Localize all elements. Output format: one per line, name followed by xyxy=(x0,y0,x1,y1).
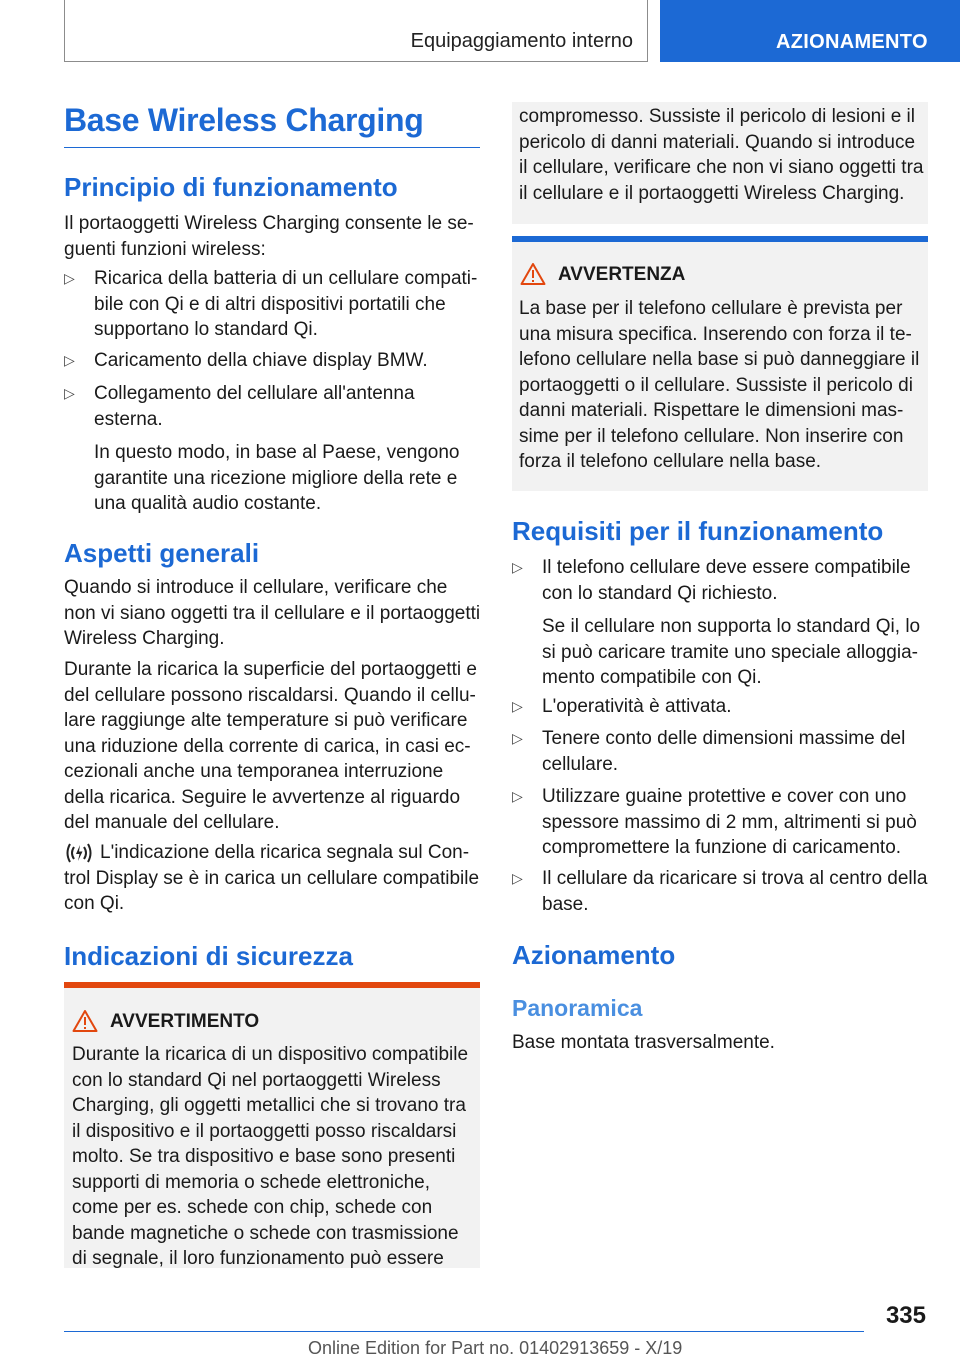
triangle-right-icon: ▷ xyxy=(512,559,523,575)
text-line: L'operatività è attivata. xyxy=(542,696,732,717)
list-item xyxy=(512,555,932,690)
triangle-right-icon: ▷ xyxy=(64,352,75,368)
text-line: L'indicazione della ricarica segnala sul Con- xyxy=(100,842,470,863)
text-line: supporti di memoria o schede elettroniche, xyxy=(72,1171,431,1193)
text-line: Se il cellulare non supporta lo standard Qi, lo xyxy=(542,616,921,637)
footer-edition: Online Edition for Part no. 01402913659 - X/19 xyxy=(308,1338,683,1358)
header-chapter-tab[interactable] xyxy=(660,0,960,62)
text-line: Collegamento del cellulare all'antenna xyxy=(94,383,415,404)
text-line: si può caricare tramite uno speciale alloggia- xyxy=(542,641,918,663)
notice-title: AVVERTENZA xyxy=(558,264,686,285)
notice-bar xyxy=(512,236,928,242)
warning-text-continued xyxy=(519,104,931,206)
text-line: una misura specifica. Inserendo con forza il te- xyxy=(519,323,912,345)
list-item xyxy=(512,784,932,864)
text-line: lefono cellulare nella base si può danneggiare il xyxy=(519,349,920,370)
warning-title: AVVERTIMENTO xyxy=(110,1011,260,1032)
text-line: In questo modo, in base al Paese, vengono xyxy=(94,442,460,463)
text-line: sime per il telefono cellulare. Non inserire con xyxy=(519,425,904,447)
text-line: Charging, gli oggetti metallici che si trovano tra xyxy=(72,1095,466,1116)
text-line: Tenere conto delle dimensioni massime del xyxy=(542,728,906,749)
aspetti-paragraph-3 xyxy=(64,840,484,917)
footer-divider xyxy=(64,1331,864,1332)
header-chapter-label: AZIONAMENTO xyxy=(776,31,928,53)
text-line: cezionali anche una temporanea interruzione xyxy=(64,761,444,782)
heading-aspetti: Aspetti generali xyxy=(64,538,260,568)
text-line: compromesso. Sussiste il pericolo di lesioni e il xyxy=(519,106,915,127)
text-line: non vi siano oggetti tra il cellulare e il portaoggetti xyxy=(64,602,481,624)
page-number: 335 xyxy=(885,1302,926,1329)
warning-bar xyxy=(64,982,480,988)
text-line: il dispositivo e il portaoggetti posso riscaldarsi xyxy=(72,1120,457,1142)
text-line: mento compatibile con Qi. xyxy=(542,667,762,688)
text-line: della ricarica. Seguire le avvertenze al riguardo xyxy=(64,786,461,808)
text-line: La base per il telefono cellulare è prevista per xyxy=(519,298,903,319)
list-item xyxy=(512,726,932,780)
list-item xyxy=(512,866,932,920)
heading-panoramica: Panoramica xyxy=(512,995,643,1021)
text-line: esterna. xyxy=(94,408,163,430)
text-line: Utilizzare guaine protettive e cover con uno xyxy=(542,786,907,807)
triangle-right-icon: ▷ xyxy=(512,788,523,804)
title-divider xyxy=(64,147,480,148)
aspetti-paragraph-1 xyxy=(64,575,484,652)
page-title: Base Wireless Charging xyxy=(64,102,424,138)
warning-text xyxy=(72,1042,482,1272)
heading-sicurezza: Indicazioni di sicurezza xyxy=(64,941,353,971)
text-line: di segnale, il loro funzionamento può essere xyxy=(72,1248,444,1269)
header-section-frame xyxy=(64,0,648,62)
text-line: con lo standard Qi richiesto. xyxy=(542,582,778,604)
triangle-right-icon: ▷ xyxy=(64,385,75,401)
triangle-right-icon: ▷ xyxy=(512,870,523,886)
text-line: guenti funzioni wireless: xyxy=(64,238,266,260)
warning-triangle-icon xyxy=(520,262,546,286)
text-line: garantite una ricezione migliore della rete e xyxy=(94,467,458,489)
text-line: Wireless Charging. xyxy=(64,628,225,649)
text-line: base. xyxy=(542,893,589,915)
list-item xyxy=(64,266,484,346)
text-line: molto. Se tra dispositivo e base sono presenti xyxy=(72,1146,456,1167)
text-line: con lo standard Qi nel portaoggetti Wireless xyxy=(72,1069,441,1091)
text-line: trol Display se è in carica un cellulare compatibile xyxy=(64,867,480,889)
panoramica-text: Base montata trasversalmente. xyxy=(512,1032,775,1053)
heading-principio: Principio di funzionamento xyxy=(64,172,398,202)
text-line: il cellulare e il portaoggetti Wireless Charging. xyxy=(519,182,905,204)
text-line: del manuale del cellulare. xyxy=(64,812,280,833)
text-line: il cellulare, verificare che non vi siano oggetti tra xyxy=(519,157,924,178)
text-line: Durante la ricarica di un dispositivo compatibile xyxy=(72,1044,469,1065)
text-line: Il portaoggetti Wireless Charging consente le se- xyxy=(64,213,474,234)
heading-azionamento: Azionamento xyxy=(512,940,676,970)
text-line: compromettere la funzione di caricamento. xyxy=(542,837,902,858)
header-section-title: Equipaggiamento interno xyxy=(410,30,633,52)
text-line: Caricamento della chiave display BMW. xyxy=(94,350,428,371)
text-line: Ricarica della batteria di un cellulare compati- xyxy=(94,268,478,289)
heading-requisiti: Requisiti per il funzionamento xyxy=(512,516,884,546)
list-item xyxy=(64,348,484,376)
triangle-right-icon: ▷ xyxy=(64,270,75,286)
list-item xyxy=(512,694,932,722)
text-line: una qualità audio costante. xyxy=(94,493,322,514)
text-line: con Qi. xyxy=(64,893,125,914)
triangle-right-icon: ▷ xyxy=(512,698,523,714)
warning-triangle-icon xyxy=(72,1009,98,1033)
text-line: bande magnetiche o schede con trasmissione xyxy=(72,1222,459,1244)
text-line: pericolo di danni materiali. Quando si introduce xyxy=(519,131,916,153)
text-line: del cellulare possono riscaldarsi. Quando il cellu- xyxy=(64,684,476,706)
text-line: cellulare. xyxy=(542,753,619,775)
text-line: forza il telefono cellulare nella base. xyxy=(519,451,822,472)
text-line: danni materiali. Rispettare le dimensioni mas- xyxy=(519,400,904,421)
aspetti-paragraph-2 xyxy=(64,657,484,836)
notice-text xyxy=(519,296,929,475)
list-item xyxy=(64,381,484,516)
text-line: come per es. schede con chip, schede con xyxy=(72,1197,433,1218)
text-line: bile con Qi e di altri dispositivi portatili che xyxy=(94,293,446,315)
text-line: spessore massimo di 2 mm, altrimenti si può xyxy=(542,811,917,833)
text-line: una riduzione della corrente di carica, in casi ec- xyxy=(64,735,471,757)
text-line: Il cellulare da ricaricare si trova al centro della xyxy=(542,868,928,889)
text-line: lare raggiunge alte temperature si può verificare xyxy=(64,710,468,731)
text-line: Il telefono cellulare deve essere compatibile xyxy=(542,557,911,578)
text-line: portaoggetti o il cellulare. Sussiste il pericolo di xyxy=(519,374,913,396)
text-line: Durante la ricarica la superficie del portaoggetti e xyxy=(64,659,477,680)
principio-intro xyxy=(64,211,484,262)
text-line: Quando si introduce il cellulare, verificare che xyxy=(64,577,448,598)
triangle-right-icon: ▷ xyxy=(512,730,523,746)
text-line: supportano lo standard Qi. xyxy=(94,319,318,340)
